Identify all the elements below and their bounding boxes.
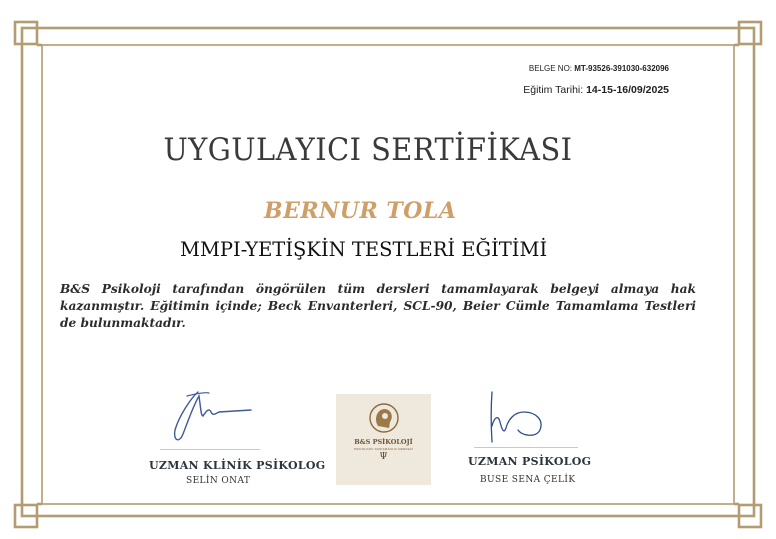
course-title: MMPI-YETİŞKİN TESTLERİ EĞİTİMİ — [180, 238, 548, 261]
head-silhouette-icon — [368, 402, 400, 436]
certificate-title: UYGULAYICI SERTİFİKASI — [163, 132, 573, 168]
signer-name-left: SELİN ONAT — [186, 476, 251, 486]
signer-name-right: BUSE SENA ÇELİK — [480, 475, 576, 485]
certificate-body-text: B&S Psikoloji tarafından öngörülen tüm dersleri tamamlayarak belgeyi almaya hak kazanmıştır. Eğitimin içinde; Beck Envanterleri, SCL-90, Beier Cümle Tamamlama Testleri de bulunmaktadır. — [60, 282, 696, 330]
training-date-label: Eğitim Tarihi: — [523, 84, 584, 96]
signer-role-left: UZMAN KLİNİK PSİKOLOG — [149, 459, 326, 472]
document-number-value: MT-93526-391030-632096 — [574, 64, 669, 73]
logo-name: B&S PSİKOLOJİ — [354, 438, 413, 446]
training-date-value: 14-15-16/09/2025 — [586, 84, 669, 96]
signature-line-right — [474, 447, 578, 448]
psi-symbol-icon: Ψ — [379, 452, 388, 462]
document-number-label: BELGE NO: — [528, 64, 573, 73]
signature-line-left — [160, 449, 260, 450]
training-date — [523, 84, 669, 96]
logo-tagline: PSİKOLOJİK DANIŞMANLIK MERKEZİ — [354, 447, 413, 451]
signer-role-right: UZMAN PSİKOLOG — [468, 455, 592, 468]
signature-right — [482, 386, 562, 448]
company-logo — [336, 394, 431, 485]
signature-left — [165, 386, 255, 448]
document-number — [529, 64, 669, 73]
recipient-name: BERNUR TOLA — [264, 198, 457, 224]
